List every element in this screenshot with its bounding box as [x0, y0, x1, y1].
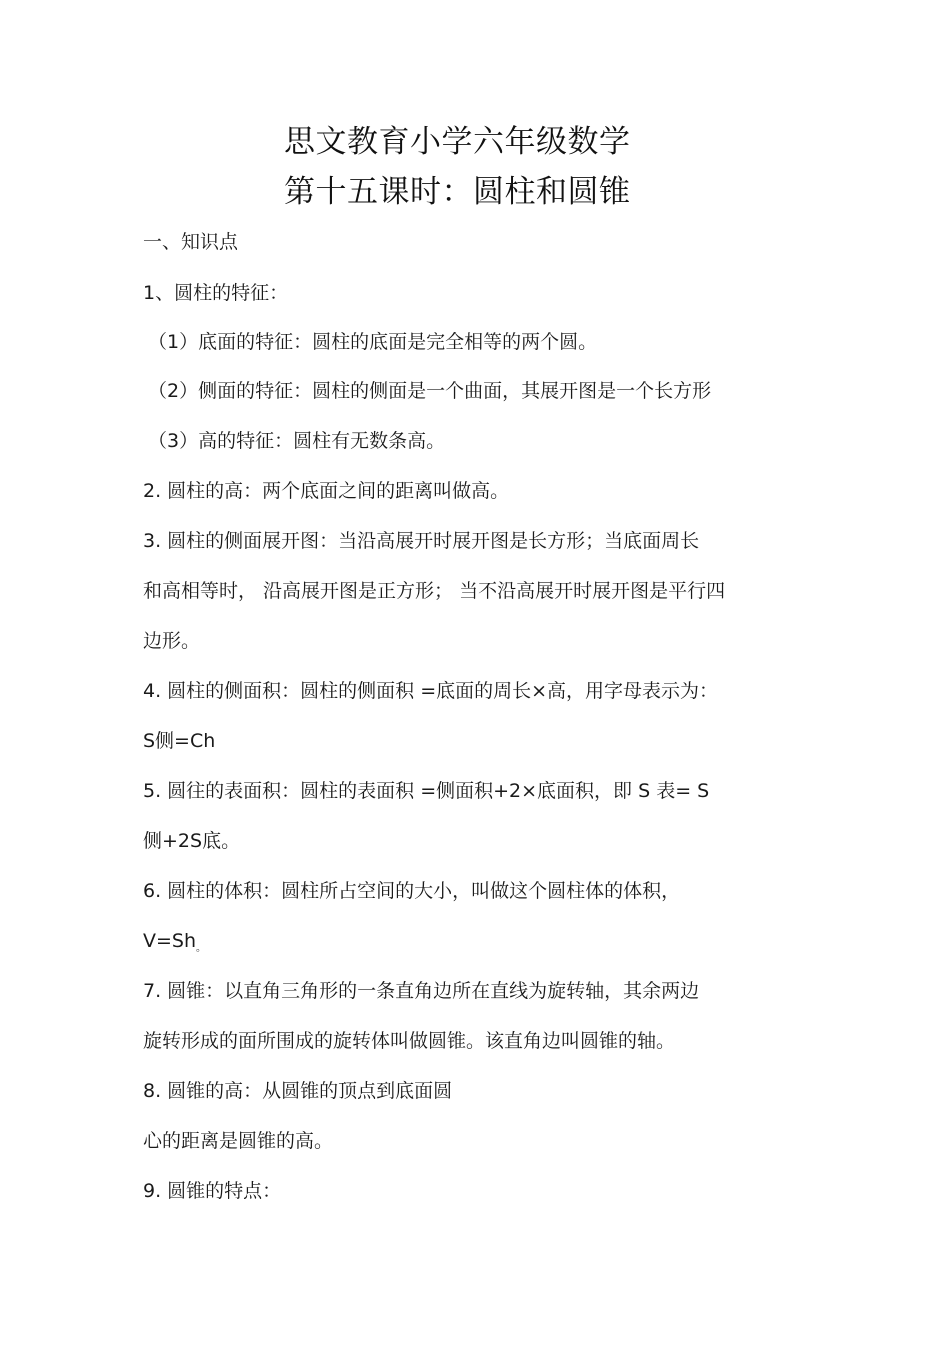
formula-line	[143, 928, 206, 962]
text-line: 5. 圆往的表面积：圆柱的表面积 =侧面积+2×底面积，即 S 表= S	[143, 780, 710, 802]
lesson-title: 第十五课时：圆柱和圆锥	[284, 174, 631, 210]
formula-mark: 。	[196, 943, 207, 954]
text-line: 旋转形成的面所围成的旋转体叫做圆锥。该直角边叫圆锥的轴。	[143, 1030, 676, 1052]
text-line: 7. 圆锥：以直角三角形的一条直角边所在直线为旋转轴，其余两边	[143, 980, 700, 1002]
text-line: 8. 圆锥的高：从圆锥的顶点到底面圆	[143, 1080, 453, 1102]
text-line: （2）侧面的特征：圆柱的侧面是一个曲面，其展开图是一个长方形	[148, 380, 712, 402]
text-line: 和高相等时， 沿高展开图是正方形； 当不沿高展开时展开图是平行四	[143, 580, 726, 602]
formula-line: S侧=Ch	[143, 730, 216, 752]
text-line: 9. 圆锥的特点：	[143, 1180, 282, 1202]
text-line: （3）高的特征：圆柱有无数条高。	[148, 430, 446, 452]
text-line: 侧+2S底。	[143, 830, 241, 852]
text-line: 4. 圆柱的侧面积：圆柱的侧面积 =底面的周长×高，用字母表示为：	[143, 680, 719, 702]
document-title: 思文教育小学六年级数学	[284, 124, 631, 160]
text-line: 6. 圆柱的体积：圆柱所占空间的大小，叫做这个圆柱体的体积，	[143, 880, 681, 902]
section-heading: 一、知识点	[143, 231, 239, 253]
text-line: 3. 圆柱的侧面展开图：当沿高展开时展开图是长方形；当底面周长	[143, 530, 700, 552]
text-line: 2. 圆柱的高：两个底面之间的距离叫做高。	[143, 480, 510, 502]
text-line: （1）底面的特征：圆柱的底面是完全相等的两个圆。	[148, 331, 598, 353]
text-line: 1、圆柱的特征：	[143, 282, 289, 304]
text-line: 心的距离是圆锥的高。	[143, 1130, 334, 1152]
text-line: 边形。	[143, 630, 201, 652]
volume-formula: V=Sh	[143, 930, 197, 952]
